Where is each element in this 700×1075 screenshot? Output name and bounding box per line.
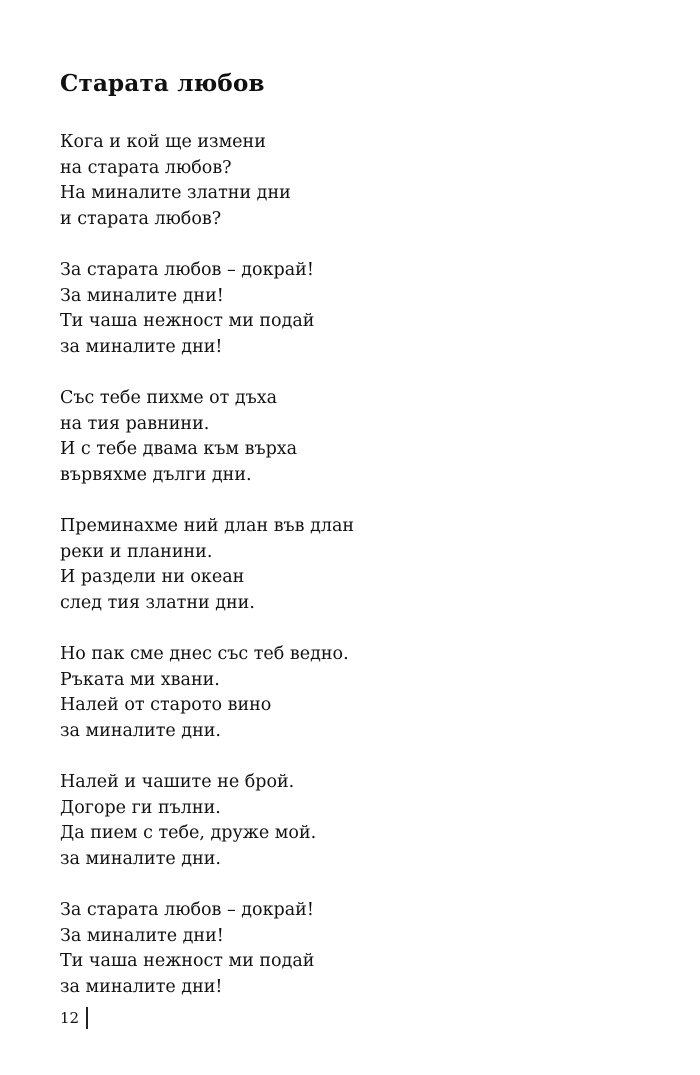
poem-line: За старата любов – докрай! bbox=[60, 900, 314, 920]
poem-line: на тия равнини. bbox=[60, 413, 210, 434]
poem-line: И раздели ни океан bbox=[60, 567, 245, 587]
stanza-7 bbox=[60, 898, 660, 1000]
poem-line: И с тебе двама към върха bbox=[60, 439, 298, 459]
poem-line: реки и планини. bbox=[60, 541, 213, 562]
poem-line: Налей от старото вино bbox=[60, 695, 272, 715]
stanza-3 bbox=[60, 386, 660, 488]
poem-line: Ти чаша нежност ми подай bbox=[60, 311, 315, 331]
poem-title: Старата любов bbox=[60, 70, 265, 97]
poem-line: за миналите дни. bbox=[60, 720, 221, 741]
stanza-5 bbox=[60, 642, 660, 744]
poem-line: за миналите дни! bbox=[60, 976, 223, 997]
page-number-divider bbox=[86, 1007, 88, 1029]
page-number: 12 bbox=[60, 1009, 80, 1027]
poem-line: след тия златни дни. bbox=[60, 592, 255, 613]
stanza-2 bbox=[60, 258, 660, 360]
poem-line: Ти чаша нежност ми подай bbox=[60, 951, 315, 971]
poem-line: За старата любов – докрай! bbox=[60, 260, 314, 280]
poem-line: За миналите дни! bbox=[60, 285, 224, 306]
page-footer bbox=[60, 1006, 88, 1030]
stanza-6 bbox=[60, 770, 660, 872]
poem-line: Догоре ги пълни. bbox=[60, 797, 221, 818]
stanza-1 bbox=[60, 130, 660, 232]
poem-body bbox=[60, 130, 660, 1026]
poem-line: за миналите дни! bbox=[60, 336, 223, 357]
poem-line: на старата любов? bbox=[60, 157, 232, 178]
poem-line: Но пак сме днес със теб ведно. bbox=[60, 644, 349, 664]
poem-line: за миналите дни. bbox=[60, 848, 221, 869]
poem-line: Със тебе пихме от дъха bbox=[60, 388, 278, 408]
poem-line: Кога и кой ще измени bbox=[60, 132, 266, 152]
stanza-4 bbox=[60, 514, 660, 616]
poem-line: Да пием с тебе, друже мой. bbox=[60, 823, 317, 843]
poem-line: Налей и чашите не брой. bbox=[60, 772, 295, 792]
poem-line: Ръката ми хвани. bbox=[60, 669, 220, 690]
poem-line: На миналите златни дни bbox=[60, 183, 291, 203]
poem-line: За миналите дни! bbox=[60, 925, 224, 946]
poem-line: и старата любов? bbox=[60, 208, 222, 229]
poem-line: Преминахме ний длан във длан bbox=[60, 516, 355, 536]
poem-line: вървяхме дълги дни. bbox=[60, 464, 252, 485]
